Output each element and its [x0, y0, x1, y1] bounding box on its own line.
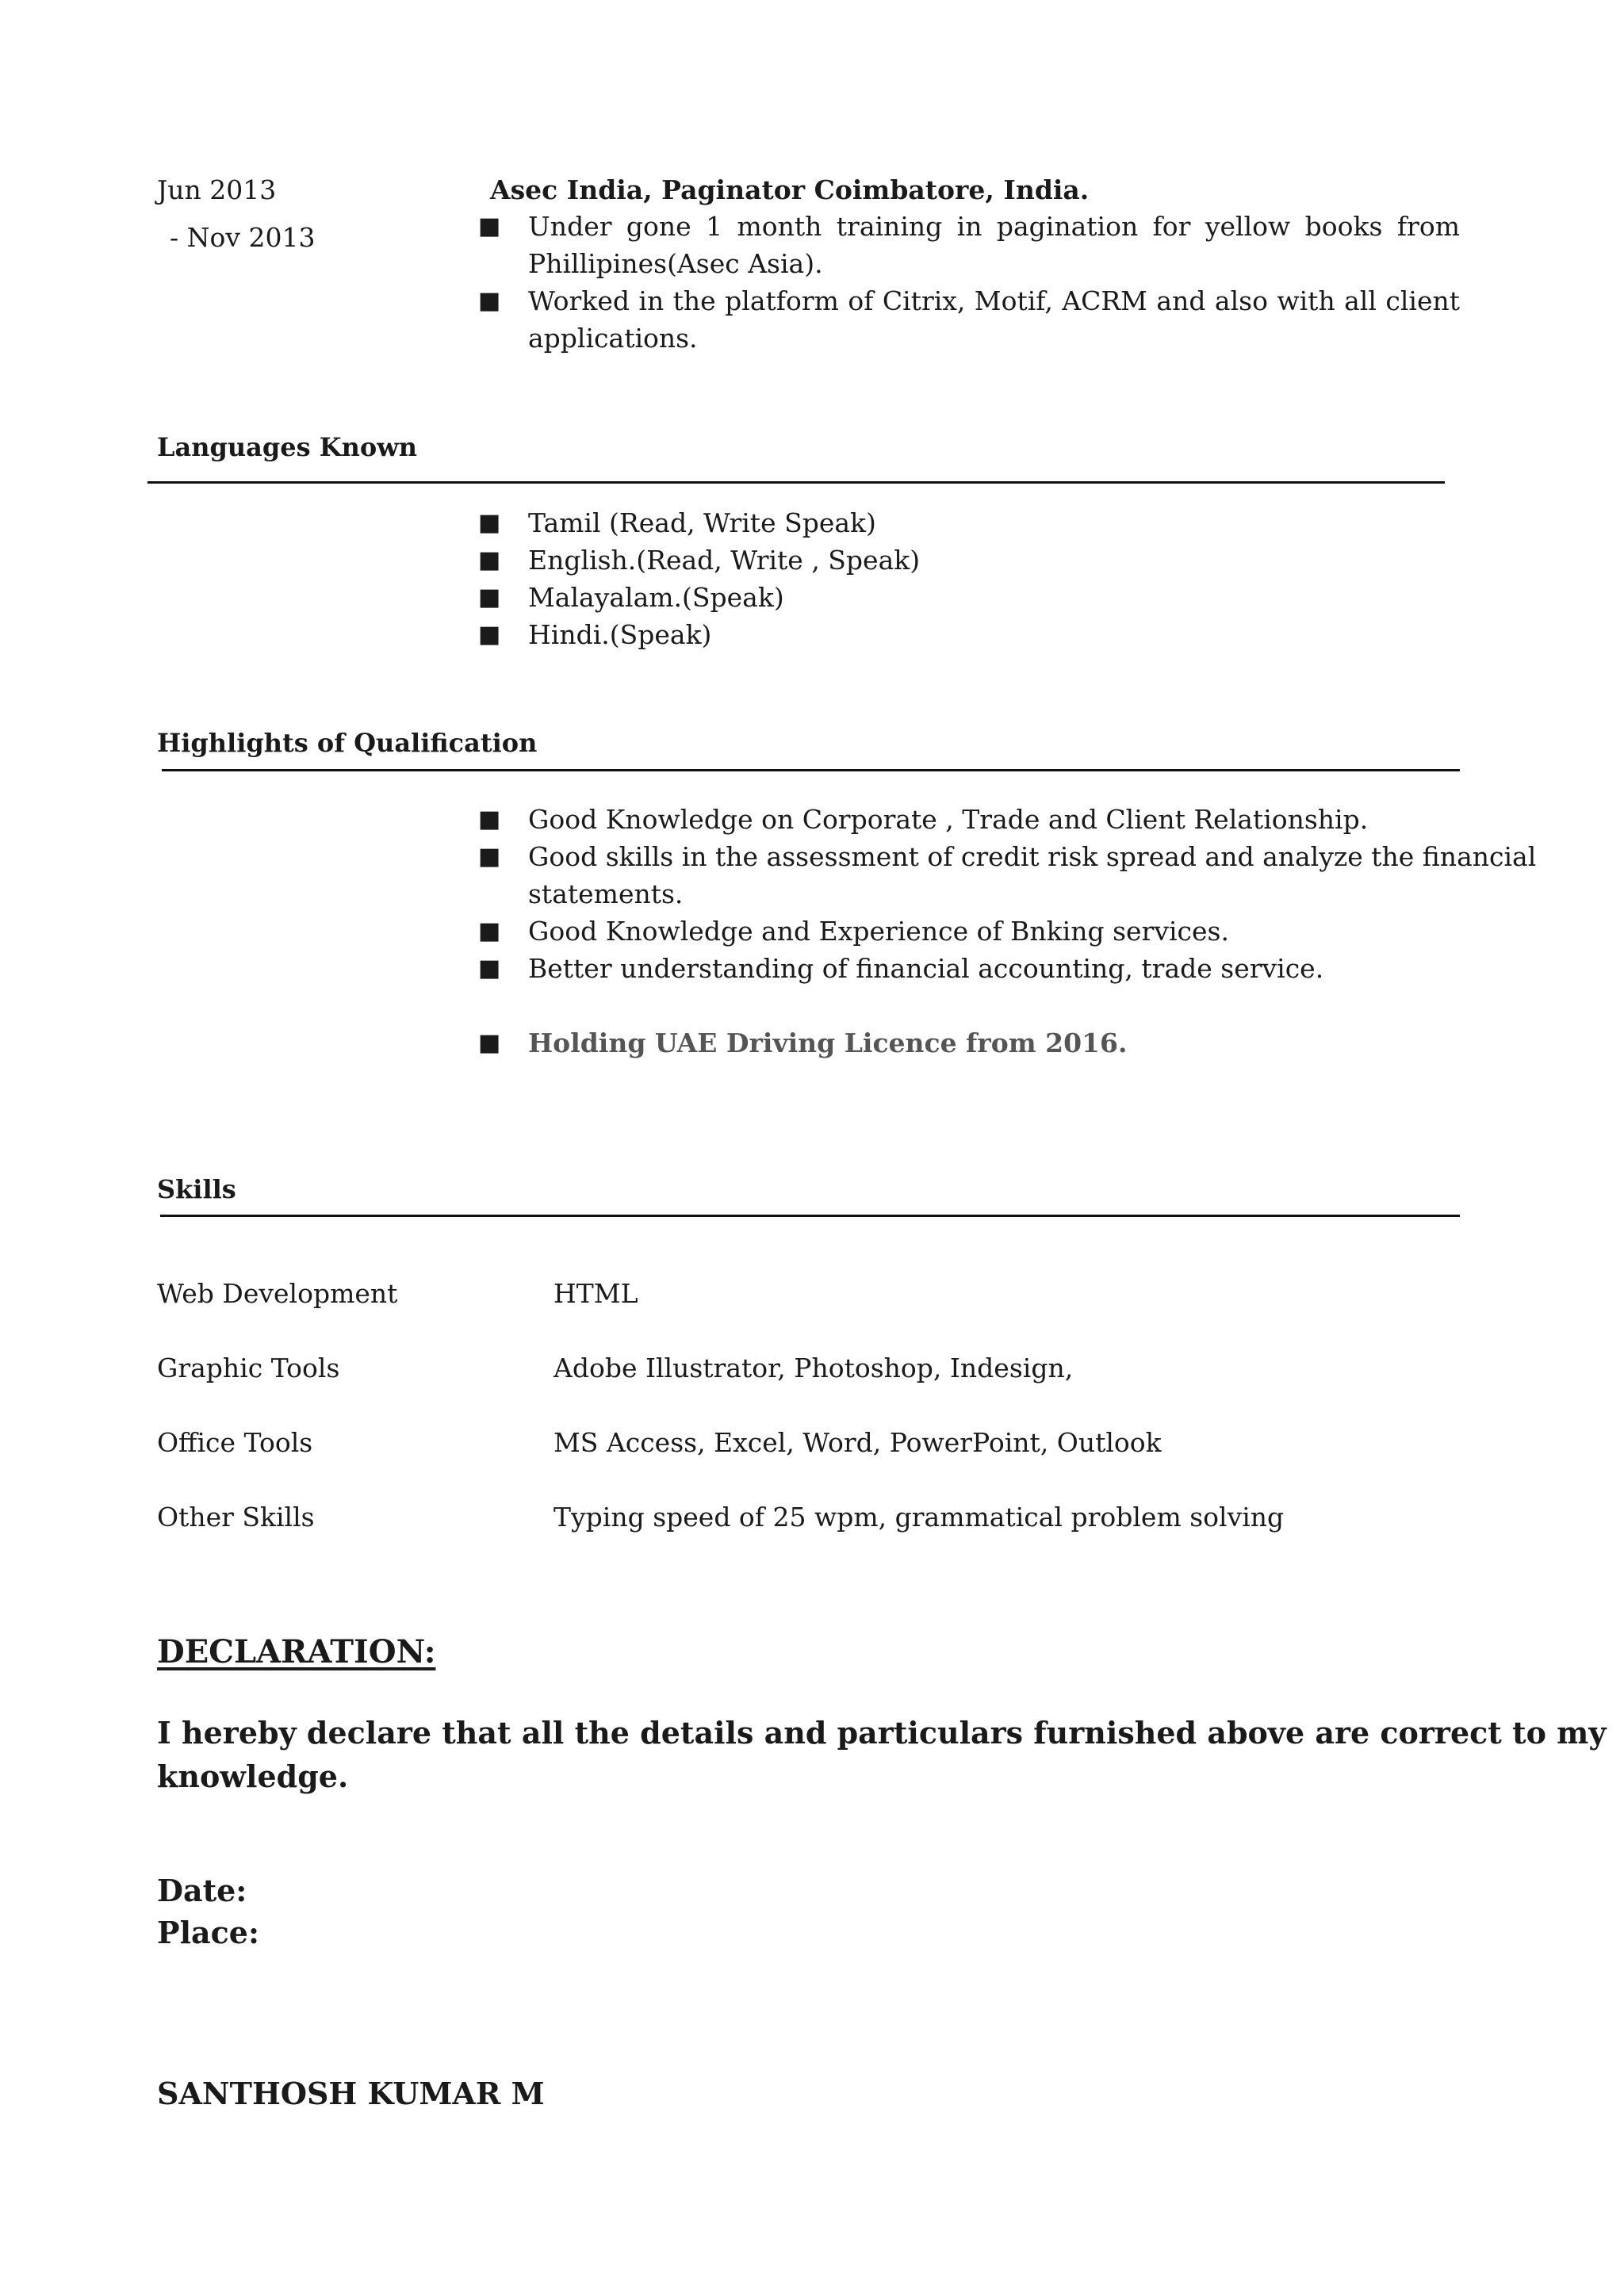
experience-bullet-1-line-1: Under gone 1 month training in pagination for yellow books from	[528, 211, 1460, 242]
declaration-heading: DECLARATION:	[157, 1633, 436, 1670]
square-bullet-icon: ■	[478, 621, 501, 649]
highlight-item: Better understanding of financial accounting, trade service.	[528, 953, 1324, 984]
skills-divider	[160, 1215, 1460, 1217]
languages-divider	[147, 481, 1445, 484]
language-item: Hindi.(Speak)	[528, 619, 712, 650]
square-bullet-icon: ■	[478, 1029, 501, 1057]
experience-bullet-2-line-2: applications.	[528, 323, 698, 354]
skill-value: HTML	[553, 1278, 638, 1309]
experience-bullet-1-line-2: Phillipines(Asec Asia).	[528, 248, 823, 279]
language-item: Tamil (Read, Write Speak)	[528, 507, 876, 538]
declaration-text-line-1: I hereby declare that all the details and particulars furnished above are correct to my	[157, 1715, 1607, 1751]
skill-value: Adobe Illustrator, Photoshop, Indesign,	[553, 1353, 1074, 1383]
highlight-item: Good skills in the assessment of credit risk spread and analyze the financial	[528, 841, 1537, 872]
square-bullet-icon: ■	[478, 212, 501, 240]
experience-date-end: - Nov 2013	[170, 222, 316, 253]
square-bullet-icon: ■	[478, 546, 501, 574]
square-bullet-icon: ■	[478, 806, 501, 833]
declaration-text-line-2: knowledge.	[157, 1758, 349, 1794]
highlight-item: Good Knowledge and Experience of Bnking services.	[528, 916, 1229, 947]
skill-value: Typing speed of 25 wpm, grammatical problem solving	[553, 1502, 1285, 1533]
skill-value: MS Access, Excel, Word, PowerPoint, Outlook	[553, 1427, 1162, 1458]
square-bullet-icon: ■	[478, 843, 501, 871]
highlights-divider	[162, 769, 1460, 771]
skill-label: Graphic Tools	[157, 1353, 340, 1383]
experience-bullet-2-line-1: Worked in the platform of Citrix, Motif, ACRM and also with all client	[528, 285, 1460, 316]
place-label: Place:	[157, 1915, 259, 1950]
skill-label: Office Tools	[157, 1427, 313, 1458]
highlights-heading: Highlights of Qualification	[157, 728, 538, 758]
skills-heading: Skills	[157, 1174, 236, 1204]
square-bullet-icon: ■	[478, 287, 501, 315]
language-item: English.(Read, Write , Speak)	[528, 545, 921, 576]
language-item: Malayalam.(Speak)	[528, 582, 784, 613]
square-bullet-icon: ■	[478, 509, 501, 537]
skill-label: Other Skills	[157, 1502, 315, 1533]
experience-company: Asec India, Paginator Coimbatore, India.	[490, 174, 1090, 205]
square-bullet-icon: ■	[478, 917, 501, 945]
skill-label: Web Development	[157, 1278, 398, 1309]
highlight-item-driving-licence: Holding UAE Driving Licence from 2016.	[528, 1027, 1128, 1058]
experience-date-start: Jun 2013	[157, 174, 277, 205]
square-bullet-icon: ■	[478, 584, 501, 611]
highlight-item: Good Knowledge on Corporate , Trade and Client Relationship.	[528, 804, 1369, 835]
languages-heading: Languages Known	[157, 432, 417, 462]
date-label: Date:	[157, 1873, 247, 1908]
square-bullet-icon: ■	[478, 955, 501, 982]
signature-name: SANTHOSH KUMAR M	[157, 2076, 545, 2111]
highlight-item-continuation: statements.	[528, 878, 684, 909]
